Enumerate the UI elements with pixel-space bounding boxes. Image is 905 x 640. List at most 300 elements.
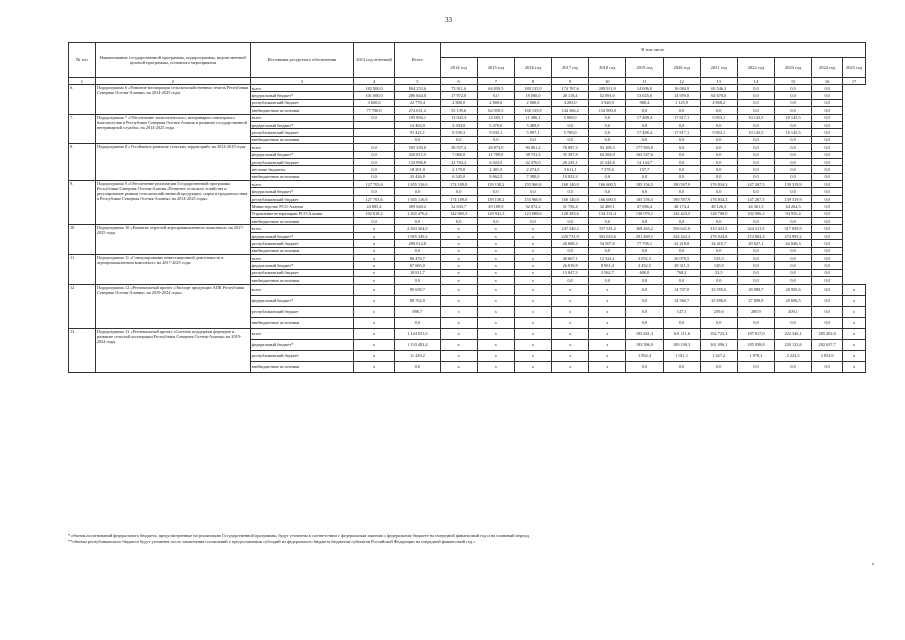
value-cell: 320 815,5 [395,151,440,158]
value-cell: 0,0 [626,121,663,128]
value-cell: 67 665,0 [395,262,440,269]
value-cell: 38 557,2 [440,144,477,151]
value-cell: 274 631,2 [395,107,440,114]
value-cell: 0,0 [812,107,843,114]
value-cell: 14 959,0 [663,92,700,99]
value-cell: 166 600,5 [589,181,626,188]
value-cell: 147,1 [663,306,700,317]
row-number: 11 [69,254,96,284]
program-name: Подпрограмма 9 «Обеспечение реализации Государственной программы Республики Северная Осетия-Алания «Развитие сельского хозяйства и регулирование рынков сельскохозяйственной продукции, сырья и продовольствия в Республике Северная Осетия-Алания» на 2014-2025 годы» [95,181,250,225]
value-cell: х [552,295,589,306]
value-cell: 101 111,6 [663,328,700,339]
value-cell: х [353,262,394,269]
funding-source: всего [250,181,353,188]
program-name: Подпрограмма 10 «Развитие отраслей агропромышленного комплекса» на 2017-2025 годы [95,225,250,255]
value-cell: 0,0 [700,247,737,254]
value-cell: 0,0 [775,218,812,225]
value-cell: х [477,361,514,372]
value-cell: 0,0 [440,188,477,195]
value-cell: 0,0 [812,262,843,269]
value-cell: х [353,306,394,317]
value-cell: 0,0 [812,136,843,143]
value-cell: 0,0 [626,284,663,295]
value-cell: 208 911,9 [589,85,626,92]
value-cell: 291 469,1 [626,232,663,239]
table-row [69,225,866,232]
value-cell: 0,0 [663,317,700,328]
value-cell: 0,0 [737,151,774,158]
value-cell: 0,0 [589,218,626,225]
value-cell: х [440,254,477,261]
value-cell: 139 319,9 [775,181,812,188]
column-number: 1 [69,78,96,85]
value-cell: 0,0 [737,277,774,284]
value-cell: 161 096,1 [700,339,737,350]
value-cell: 0,0 [737,85,774,92]
value-cell: 0,0 [663,107,700,114]
value-cell: 0,0 [477,218,514,225]
value-cell: 48 126,3 [700,203,737,210]
value-cell: 276 024,8 [700,232,737,239]
column-number: 7 [477,78,514,85]
value-cell: 14 707,8 [663,284,700,295]
value-cell: х [477,277,514,284]
value-cell: 159 130,2 [477,195,514,202]
value-cell: 980,4 [626,99,663,106]
value-cell: 0,0 [700,151,737,158]
value-cell: 3 600,0 [353,99,394,106]
value-cell: 0,0 [737,99,774,106]
value-cell: 2 179,0 [440,166,477,173]
column-number: 15 [775,78,812,85]
value-cell: 75 911,6 [440,85,477,92]
table-row [69,181,866,188]
value-cell: 160 140,0 [552,195,589,202]
value-cell: х [440,361,477,372]
value-cell: х [477,247,514,254]
value-cell: 0,0 [663,277,700,284]
value-cell: 10 145,5 [775,129,812,136]
value-cell: 28 089,7 [737,284,774,295]
value-cell: х [440,225,477,232]
value-cell: 280,9 [737,306,774,317]
value-cell: х [440,232,477,239]
value-cell: 0,0 [812,151,843,158]
value-cell: 29 311,3 [663,262,700,269]
value-cell: 7 578,6 [589,166,626,173]
column-number: 3 [250,78,353,85]
value-cell: 132 896,8 [395,158,440,165]
value-cell: 0,0 [812,225,843,232]
value-cell: х [843,328,866,339]
value-cell: 0,0 [737,144,774,151]
value-cell: х [440,328,477,339]
value-cell: х [353,284,394,295]
value-cell: х [477,339,514,350]
value-cell: 0,0 [589,136,626,143]
value-cell: 3 504,0 [440,121,477,128]
value-cell: 6 022,0 [477,158,514,165]
value-cell: 185 441,3 [626,328,663,339]
value-cell: 0,0 [775,166,812,173]
value-cell: 34 410,7 [700,240,737,247]
value-cell: 7 380,0 [514,173,551,180]
value-cell: 310 433,5 [700,225,737,232]
value-cell: 2 854,9 [812,350,843,361]
value-cell: 31 756,4 [552,203,589,210]
value-cell: 0,0 [775,99,812,106]
value-cell: 13 043,3 [440,114,477,121]
value-cell: 1 144 931,6 [395,328,440,339]
value-cell: 0,0 [440,136,477,143]
value-cell: 153,5 [700,254,737,261]
footnotes [68,533,868,545]
program-name: Подпрограмма 8 «Устойчивое развитие сельских территорий» на 2014-2019 годы [95,144,250,181]
value-cell: 13 847,3 [552,269,589,276]
header-year: 2017 год [552,58,589,78]
funding-source: федеральный бюджет* [250,188,353,195]
table-row [69,114,866,121]
value-cell: 337 531,2 [589,225,626,232]
value-cell: 0,0 [812,254,843,261]
value-cell: 0,0 [395,188,440,195]
value-cell: 134 131,4 [589,210,626,217]
header-num: № п/п [69,43,96,78]
funding-source: всего [250,225,353,232]
value-cell: 0,0 [812,188,843,195]
value-cell: х [477,317,514,328]
value-cell: 187 817,0 [737,328,774,339]
value-cell: 14 006,0 [626,85,663,92]
header-source: Источники ресурсного обеспечения [250,43,353,78]
value-cell: х [477,328,514,339]
value-cell: 190 597,9 [663,181,700,188]
funding-source: местные бюджеты [250,166,353,173]
value-cell: 0,0 [626,295,663,306]
value-cell: х [353,269,394,276]
value-cell: 0,0 [700,361,737,372]
value-cell: х [477,295,514,306]
value-cell: 0,0 [589,188,626,195]
value-cell: 0,0 [663,361,700,372]
value-cell: 0,0 [626,218,663,225]
value-cell: 160 140,0 [552,181,589,188]
value-cell: х [440,247,477,254]
value-cell: 27 808,8 [737,295,774,306]
funding-source: республиканский бюджет [250,240,353,247]
value-cell: 22 764,2 [440,158,477,165]
value-cell: 0,0 [775,254,812,261]
value-cell: 0,0 [812,121,843,128]
value-cell: х [353,339,394,350]
value-cell: х [353,254,394,261]
header-year: 2014 год [440,58,477,78]
value-cell: 40 667,1 [552,254,589,261]
value-cell: 1 854,4 [626,350,663,361]
value-cell: 0,0 [552,247,589,254]
value-cell: 0,0 [812,85,843,92]
funding-source: федеральный бюджет* [250,92,353,99]
value-cell: 0,0 [812,277,843,284]
value-cell: х [589,328,626,339]
header-row-top [69,43,866,58]
value-cell: 0,0 [737,317,774,328]
value-cell: 0,0 [589,173,626,180]
value-cell: х [477,254,514,261]
value-cell: 0,0 [812,210,843,217]
value-cell: 91 421,1 [395,129,440,136]
program-name: Подпрограмма 11 «Стимулирование инвестиционной деятельности в агропромышленном комплексе» на 2017-2025 годы [95,254,250,284]
value-cell: х [552,306,589,317]
value-cell: 0,0 [626,277,663,284]
value-cell: 26 819,8 [552,262,589,269]
value-cell: 0,0 [700,121,737,128]
value-cell: 0,0 [353,166,394,173]
value-cell: 142 423,5 [663,210,700,217]
value-cell: х [589,295,626,306]
value-cell: 0,0 [663,218,700,225]
value-cell: 69 546,2 [700,85,737,92]
value-cell: 0,0 [775,107,812,114]
value-cell: 22 778,4 [395,99,440,106]
value-cell: 0,0 [775,277,812,284]
value-cell: 0,0 [737,254,774,261]
header-year: 2018 год [589,58,626,78]
value-cell: 21 244,8 [589,158,626,165]
header-year: 2021 год [700,58,737,78]
value-cell: 0,0 [663,173,700,180]
value-cell: 128 383,6 [552,210,589,217]
value-cell: х [353,317,394,328]
value-cell: 209,1 [775,306,812,317]
value-cell: х [440,317,477,328]
value-cell: 0,0 [812,114,843,121]
value-cell: 17 617,1 [663,129,700,136]
value-cell: х [440,269,477,276]
value-cell: 174 109,0 [440,195,477,202]
value-cell: х [353,361,394,372]
value-cell: 0,0 [737,121,774,128]
value-cell: 33 426,8 [395,173,440,180]
value-cell: 32 218,8 [663,240,700,247]
value-cell: 0,0 [552,188,589,195]
funding-source: республиканский бюджет [250,129,353,136]
value-cell: 0,0 [812,173,843,180]
value-cell: 0,0 [812,306,843,317]
value-cell: х [440,284,477,295]
value-cell: 20 696,5 [775,295,812,306]
value-cell: 274 993,2 [775,232,812,239]
value-cell: 17 972,0 [440,92,477,99]
value-cell: 44 361,3 [737,203,774,210]
value-cell: 155 960,8 [514,195,551,202]
funding-source: всего [250,114,353,121]
value-cell: 220 122,6 [775,339,812,350]
value-cell: 1 133 482,4 [395,339,440,350]
value-cell: х [440,350,477,361]
value-cell: х [514,240,551,247]
column-number: 9 [552,78,589,85]
value-cell: 90 861,2 [514,144,551,151]
value-cell: 30 079,5 [663,254,700,261]
value-cell: 101 600,0 [353,92,394,99]
value-cell: 0,0 [663,151,700,158]
value-cell [353,121,394,128]
value-cell: 102 906,2 [737,210,774,217]
value-cell: 2 800,0 [477,99,514,106]
value-cell: х [440,262,477,269]
value-cell: 160 135,9 [514,107,551,114]
value-cell: 139 319,9 [775,195,812,202]
value-cell: 93 108,3 [589,144,626,151]
funding-source: республиканский бюджет [250,195,353,202]
value-cell: 0,0 [589,277,626,284]
value-cell: 0,0 [477,92,514,99]
funding-source: федеральный бюджет* [250,232,353,239]
value-cell: 88 762,0 [395,295,440,306]
value-cell: х [514,269,551,276]
value-cell: х [440,306,477,317]
header-year: 2024 год [812,58,843,78]
value-cell: 13 025,6 [626,92,663,99]
value-cell: х [514,350,551,361]
value-cell: х [353,247,394,254]
closing-quote-mark: » [872,562,875,567]
value-cell: 0,0 [775,158,812,165]
value-cell [353,129,394,136]
value-cell: 9 035,1 [477,129,514,136]
value-cell: 0,0 [626,136,663,143]
value-cell: 303 023,6 [589,232,626,239]
value-cell: 1 965 349,2 [395,232,440,239]
value-cell: 11 789,0 [477,151,514,158]
value-cell: х [552,317,589,328]
value-cell: 144 366,2 [552,107,589,114]
value-cell: х [353,328,394,339]
value-cell: х [514,284,551,295]
value-cell: 183 586,9 [626,339,663,350]
value-cell: 0,0 [812,158,843,165]
value-cell: 28 873,0 [477,144,514,151]
value-cell: 0,0 [775,269,812,276]
value-cell: 0,0 [663,188,700,195]
value-cell: 0,0 [812,295,843,306]
value-cell: 11 449,2 [395,350,440,361]
value-cell: х [514,339,551,350]
program-name: Подпрограмма 6 «Развитие мелиорации сельскохозяйственных земель Республики Северная Осетия-Алания» на 2014-2025 годы [95,85,250,115]
funding-source: федеральный бюджет* [250,339,353,350]
value-cell: 896,7 [395,306,440,317]
value-cell: 185 156,5 [626,181,663,188]
value-cell: х [353,295,394,306]
value-cell: 25 696,0 [700,295,737,306]
value-cell: 5 489,0 [514,121,551,128]
value-cell: х [353,225,394,232]
header-year: 2022 год [737,58,774,78]
value-cell: 0,0 [700,107,737,114]
footnote-republican: **объемы республиканского бюджета будут уточнены после заключения соглашений о предоставлении субсидий из федерального бюджета бюджетам субъектов Российской Федерации на очередной финансовый год.» [68,539,476,544]
value-cell: 0,0 [775,361,812,372]
value-cell: 1 655 116,6 [395,181,440,188]
value-cell: 768,2 [663,269,700,276]
value-cell: 0,0 [700,144,737,151]
value-cell: 0,0 [626,173,663,180]
column-number: 10 [589,78,626,85]
value-cell: х [552,339,589,350]
header-year: 2023 год [775,58,812,78]
value-cell: х [843,339,866,350]
header-year: 2016 год [514,58,551,78]
value-cell: 0,0 [775,173,812,180]
value-cell: 0,0 [812,317,843,328]
funding-source: внебюджетные источники [250,317,353,328]
value-cell: 3 611,1 [552,166,589,173]
value-cell: 0,0 [395,136,440,143]
value-cell: 0,0 [663,166,700,173]
value-cell: 804 253,6 [395,85,440,92]
value-cell: 2 800,0 [440,99,477,106]
value-cell: 0,0 [812,92,843,99]
value-cell: 157,7 [626,166,663,173]
value-cell: 0,0 [477,188,514,195]
value-cell: 0,0 [700,188,737,195]
value-cell: 5 853,1 [700,114,737,121]
value-cell: х [843,361,866,372]
value-cell: 77 796,1 [626,240,663,247]
value-cell: 3 562,7 [589,269,626,276]
funding-source: федеральный бюджет* [250,262,353,269]
value-cell: 64 678,0 [700,92,737,99]
value-cell: 0,0 [812,99,843,106]
value-cell: 2 223,5 [775,350,812,361]
value-cell: 62 059,5 [477,107,514,114]
value-cell: 600,0 [626,269,663,276]
value-cell: 47 086,4 [626,203,663,210]
value-cell: 102 818,2 [353,210,394,217]
value-cell: 0,0 [737,158,774,165]
value-cell: 0,0 [626,306,663,317]
value-cell: х [514,295,551,306]
value-cell: 0,0 [353,144,394,151]
value-cell: 0,0 [737,136,774,143]
value-cell: 1 265 476,4 [395,210,440,217]
funding-source: республиканский бюджет [250,350,353,361]
value-cell: 10 145,5 [737,114,774,121]
value-cell: 7 060,0 [440,151,477,158]
value-cell [353,136,394,143]
value-cell: 0,0 [626,247,663,254]
funding-source: Управление ветеринарии РСО-Алания [250,210,353,217]
column-number: 14 [737,78,774,85]
value-cell: х [514,254,551,261]
row-number: 12 [69,284,96,328]
value-cell: 49 627,1 [737,240,774,247]
value-cell: х [514,225,551,232]
value-cell: 14 463,0 [395,121,440,128]
value-cell: 0,0 [737,361,774,372]
value-cell: 0,0 [700,136,737,143]
value-cell: 0,0 [775,317,812,328]
row-number: 9. [69,181,96,225]
value-cell: 0,0 [737,173,774,180]
value-cell: 17 488,4 [626,114,663,121]
value-cell: 0,0 [737,107,774,114]
value-cell: 147 267,5 [737,181,774,188]
value-cell: 18 201,9 [395,166,440,173]
value-cell: х [440,295,477,306]
value-cell: 0,0 [514,188,551,195]
funding-source: федеральный бюджет* [250,151,353,158]
